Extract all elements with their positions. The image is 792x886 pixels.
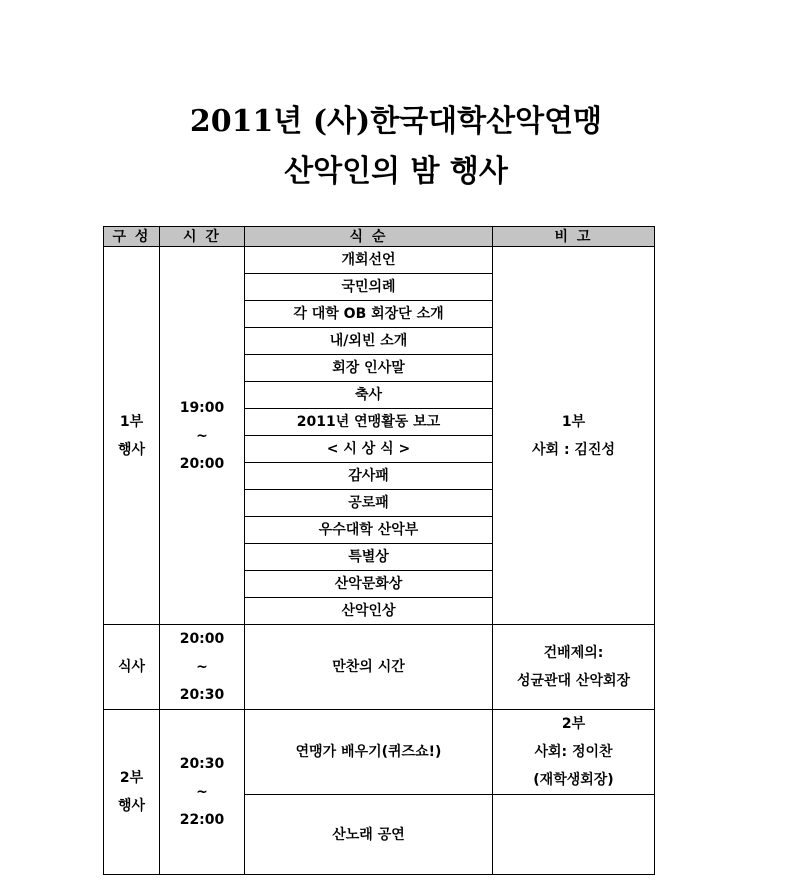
program-item: 특별상 [245, 544, 493, 571]
header-time: 시 간 [160, 227, 245, 247]
program-item: 감사패 [245, 463, 493, 490]
meal-note [493, 625, 655, 710]
meal-section: 식사 [104, 625, 160, 710]
part1-section [104, 247, 160, 625]
part2-section-line1: 2부 [119, 770, 144, 786]
part1-note-line1: 1부 [561, 413, 586, 430]
part1-note [493, 247, 655, 625]
part2-time-start: 20:30 [179, 756, 225, 772]
header-remarks: 비 고 [493, 227, 655, 247]
part2-section [104, 710, 160, 875]
meal-time-sep: ~ [196, 659, 208, 675]
part1-time-end: 20:00 [179, 455, 225, 472]
meal-time-end: 20:30 [179, 687, 225, 703]
part2-item-concert: 산노래 공연 [245, 795, 493, 875]
header-row [104, 227, 655, 247]
part2-time-end: 22:00 [179, 812, 225, 828]
title-line-2: 산악인의 밤 행사 [284, 154, 508, 189]
part1-note-line2: 사회 : 김진성 [532, 441, 615, 458]
part1-time [160, 247, 245, 625]
meal-time-start: 20:00 [179, 631, 225, 647]
part2-note-empty [493, 795, 655, 875]
program-item: 산악문화상 [245, 571, 493, 598]
part1-section-line1: 1부 [119, 413, 144, 430]
meal-item: 만찬의 시간 [245, 625, 493, 710]
part2-note-line3: (재학생회장) [533, 772, 614, 788]
program-item-awards-heading: < 시 상 식 > [245, 436, 493, 463]
header-order: 식 순 [245, 227, 493, 247]
program-item: 우수대학 산악부 [245, 517, 493, 544]
part2-note [493, 710, 655, 795]
part2-time-sep: ~ [196, 784, 208, 800]
meal-note-line1: 건배제의: [543, 645, 604, 661]
program-item: 공로패 [245, 490, 493, 517]
part1-section-line2: 행사 [117, 441, 146, 458]
program-item: 축사 [245, 382, 493, 409]
meal-note-line2: 성균관대 산악회장 [516, 673, 631, 689]
part2-note-line1: 2부 [561, 716, 586, 732]
program-item: 개회선언 [245, 247, 493, 274]
part1-time-start: 19:00 [179, 399, 225, 416]
title-line-1: 2011년 (사)한국대학산악연맹 [189, 104, 603, 139]
program-item: 회장 인사말 [245, 355, 493, 382]
part2-item-song: 연맹가 배우기(퀴즈쇼!) [245, 710, 493, 795]
program-item: 국민의례 [245, 274, 493, 301]
part2-time [160, 710, 245, 875]
part2-note-line2: 사회: 정이찬 [534, 744, 613, 760]
schedule-table [103, 226, 655, 875]
part2-section-line2: 행사 [117, 798, 146, 814]
meal-time [160, 625, 245, 710]
part1-time-sep: ~ [196, 427, 208, 444]
program-item: 산악인상 [245, 598, 493, 625]
program-item: 2011년 연맹활동 보고 [245, 409, 493, 436]
program-item: 내/외빈 소개 [245, 328, 493, 355]
header-composition: 구 성 [104, 227, 160, 247]
program-item: 각 대학 OB 회장단 소개 [245, 301, 493, 328]
